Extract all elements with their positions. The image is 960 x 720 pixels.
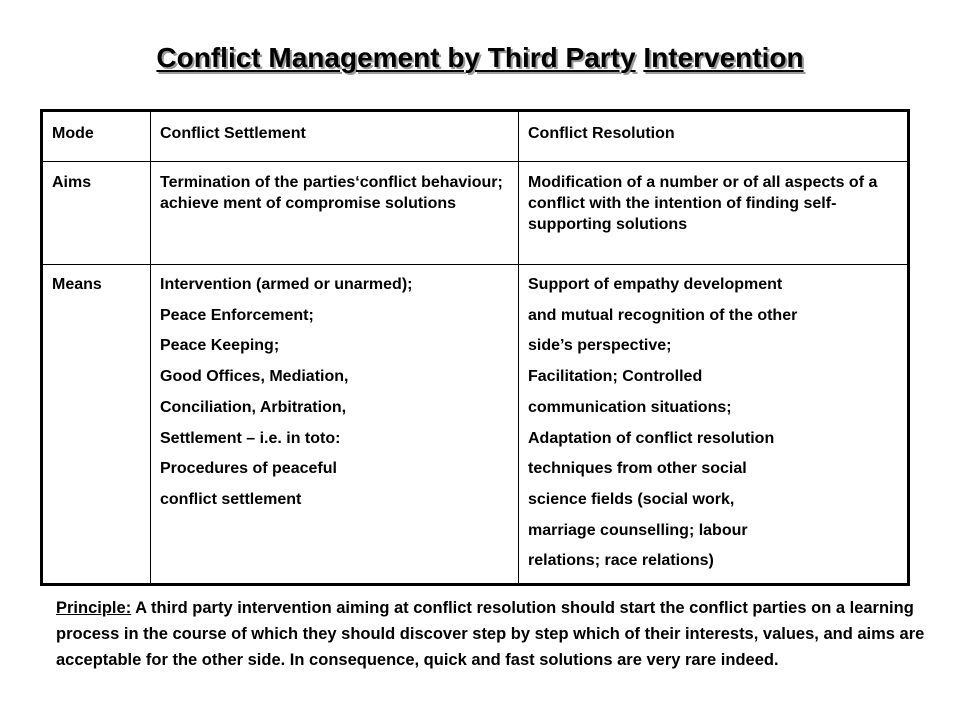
title-part-2: Intervention — [643, 42, 804, 73]
header-mode: Mode — [42, 111, 151, 162]
means-label: Means — [42, 265, 151, 585]
means-resolution-line: communication situations; — [528, 398, 732, 416]
aims-label: Aims — [42, 162, 151, 265]
means-settlement-line: Good Offices, Mediation, — [160, 368, 349, 386]
table-header-row — [42, 111, 909, 162]
table-row-means — [42, 265, 909, 585]
means-settlement-line: Intervention (armed or unarmed); — [160, 276, 413, 293]
means-settlement-line: Procedures of peaceful — [160, 460, 337, 478]
means-settlement-line: Peace Keeping; — [160, 337, 280, 355]
means-settlement-line: Conciliation, Arbitration, — [160, 398, 347, 416]
means-resolution-line: side’s perspective; — [528, 337, 672, 355]
principle-label: Principle: — [56, 599, 132, 617]
means-resolution-line: Facilitation; Controlled — [528, 368, 703, 386]
header-conflict-resolution: Conflict Resolution — [519, 111, 909, 162]
means-settlement-line: conflict settlement — [160, 490, 302, 508]
means-resolution-line: relations; race relations) — [528, 552, 714, 570]
means-settlement-line: Settlement – i.e. in toto: — [160, 429, 341, 447]
means-settlement-line: Peace Enforcement; — [160, 306, 314, 324]
conflict-table — [40, 109, 910, 586]
page-title — [0, 38, 960, 78]
means-resolution-line: science fields (social work, — [528, 490, 735, 508]
principle-paragraph — [56, 595, 946, 673]
aims-settlement: Termination of the parties‘conflict behaviour; achieve ment of compromise solutions — [151, 162, 519, 265]
means-resolution-line: marriage counselling; labour — [528, 521, 748, 539]
title-part-1: Conflict Management by Third Party — [156, 42, 636, 73]
means-resolution-line: techniques from other social — [528, 460, 747, 478]
means-resolution-line: Support of empathy development — [528, 276, 783, 293]
means-resolution — [519, 265, 909, 585]
header-conflict-settlement: Conflict Settlement — [151, 111, 519, 162]
means-settlement — [151, 265, 519, 585]
means-resolution-line: Adaptation of conflict resolution — [528, 429, 775, 447]
means-resolution-line: and mutual recognition of the other — [528, 306, 798, 324]
aims-resolution: Modification of a number or of all aspects of a conflict with the intention of finding self- supporting solutions — [519, 162, 909, 265]
table-row-aims — [42, 162, 909, 265]
principle-text: A third party intervention aiming at conflict resolution should start the conflict parties on a learning process in the course of which they should discover step by step which of their interests, values, and aims are acceptable for the other side. In consequence, quick and fast solutions are very rare indeed. — [56, 599, 925, 669]
